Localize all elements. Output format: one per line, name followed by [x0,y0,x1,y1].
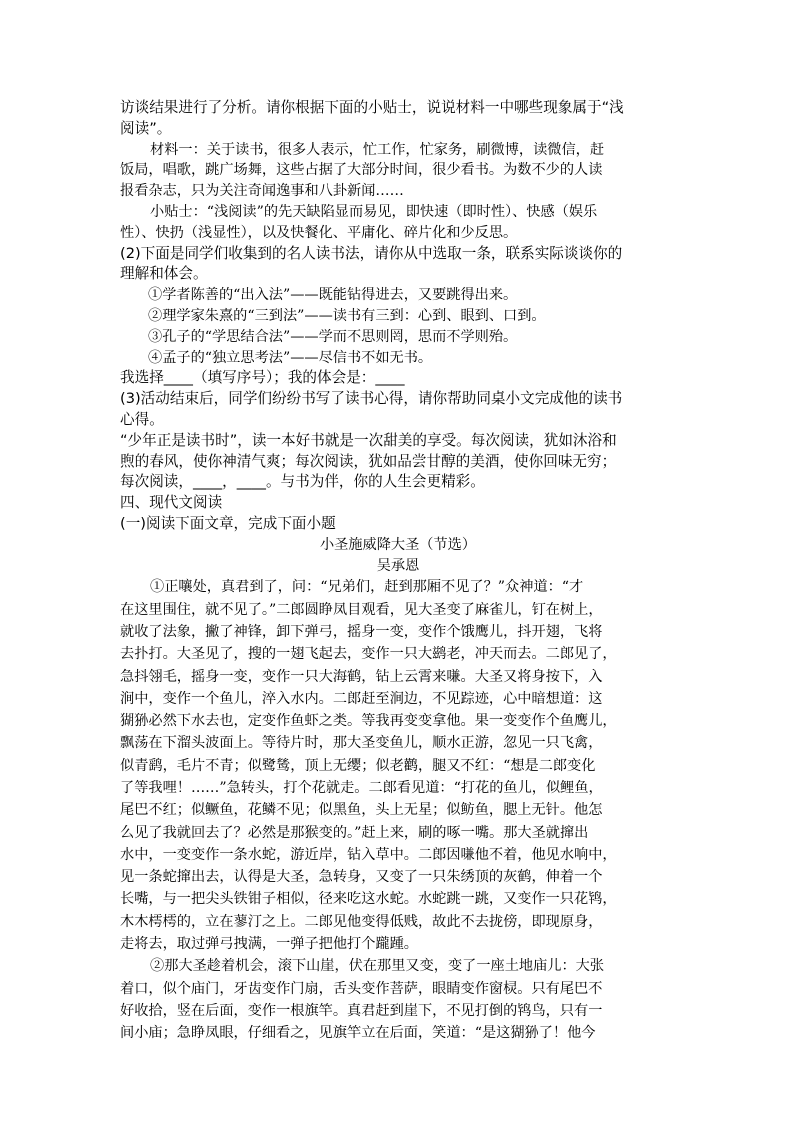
article-line: 水中，一变变作一条水蛇，游近岸，钻入草中。二郎因嗛他不着，他见水响中， [120,846,617,863]
article-line: 在这里围住，就不见了。”二郎圆睁凤目观看，见大圣变了麻雀儿，钉在树上， [120,601,603,618]
article-line: 着口，似个庙门，牙齿变作门扇，舌头变作菩萨，眼睛变作窗棂。只有尾巴不 [120,980,603,997]
tips-cont: 性）、快扔（浅显性），以及快餐化、平庸化、碎片化和少反思。 [120,224,518,241]
text-line: 阅读”。 [120,119,172,137]
article-line: 么见了我就回去了？必然是那猴变的。”赶上来，刷的啄一嘴。那大圣就撺出 [120,824,589,841]
article-line: ②那大圣趁着机会，滚下山崖，伏在那里又变，变了一座土地庙儿：大张 [150,958,605,975]
article-line: 了等我哩！……”急转头，打个花就走。二郎看见道：“打花的鱼儿，似鲤鱼， [120,780,603,796]
article-line: 见一条蛇撺出去，认得是大圣，急转身，又变了一只朱绣顶的灰鹤，伸着一个 [120,869,603,886]
material-one-cont: 报看杂志，只为关注奇闻逸事和八卦新闻…… [120,183,404,200]
tips: 小贴士：“浅阅读”的先天缺陷显而易见，即快速（即时性）、快感（娱乐 [150,203,598,220]
document-page [120,98,676,1045]
article-line: ①正嚷处，真君到了，问：“兄弟们，赶到那厢不见了？”众神道：“才 [150,579,584,596]
article-line: 涧中，变作一个鱼儿，淬入水内。二郎赶至涧边，不见踪迹，心中暗想道：这 [120,690,603,707]
article-line: 间小庙；急睁凤眼，仔细看之，见旗竿立在后面，笑道：“是这猢狲了！他今 [120,1025,596,1042]
article-line: 急抖翎毛，摇身一变，变作一只大海鹤，钻上云霄来嗛。大圣又将身按下，入 [120,668,603,685]
section-heading: 四、现代文阅读 [120,494,223,512]
article-line: 就收了法象，撇了神锋，卸下弹弓，摇身一变，变作个饿鹰儿，抖开翅，飞将 [120,623,603,640]
article-line: 飘荡在下溜头波面上。等待片时，那大圣变鱼儿，顺水正游，忽见一只飞禽， [120,735,603,752]
reading-note: 煦的春风，使你神清气爽；每次阅读，犹如品尝甘醇的美酒，使你回味无穷； [120,452,617,470]
method-item: ①学者陈善的“出入法”——既能钻得进去，又要跳得出来。 [148,287,518,304]
article-line: 好收拾，竖在后面，变作一根旗竿。真君赶到崖下，不见打倒的鸨鸟，只有一 [120,1002,603,1019]
answer-blank-line: 我选择____（填写序号）；我的体会是：____ [120,369,405,387]
method-item: ④孟子的“独立思考法”——尽信书不如无书。 [148,349,433,366]
material-one: 材料一：关于读书，很多人表示，忙工作，忙家务，刷微博，读微信，赶 [150,141,605,158]
text-line: 访谈结果进行了分析。请你根据下面的小贴士，说说材料一中哪些现象属于“浅 [120,99,624,116]
method-item: ③孔子的“学思结合法”——学而不思则罔，思而不学则殆。 [148,328,518,345]
article-line: 走将去，取过弹弓拽满，一弹子把他打个躘踵。 [120,936,418,953]
article-line: 去扑打。大圣见了，搜的一翅飞起去，变作一只大鹚老，冲天而去。二郎见了， [120,646,617,663]
reading-note: 每次阅读，____，____。与书为伴，你的人生会更精彩。 [120,473,485,491]
article-author: 吴承恩 [376,557,420,574]
article-line: 长嘴，与一把尖头铁钳子相似，径来吃这水蛇。水蛇跳一跳，又变作一只花鸨， [120,891,617,908]
subsection-heading: (一)阅读下面文章，完成下面小题 [120,514,336,532]
reading-note: “少年正是读书时”，读一本好书就是一次甜美的享受。每次阅读，犹如沐浴和 [120,431,617,449]
article-line: 木木樗樗的，立在蓼汀之上。二郎见他变得低贱，故此不去拢傍，即现原身， [120,913,603,930]
method-item: ②理学家朱熹的“三到法”——读书有三到：心到、眼到、口到。 [148,307,546,324]
material-one-cont: 饭局，唱歌，跳广场舞，这些占据了大部分时间，很少看书。为数不少的人读 [120,162,603,179]
question-2-cont: 理解和体会。 [120,265,208,283]
article-body [120,576,676,1044]
article-line: 尾巴不红；似鳜鱼，花鳞不见；似黑鱼，头上无星；似鲂鱼，腮上无针。他怎 [120,802,603,819]
question-2: (2)下面是同学们收集到的名人读书法，请你从中选取一条，联系实际谈谈你的 [120,244,623,262]
question-3: (3)活动结束后，同学们纷纷书写了读书心得，请你帮助同桌小文完成他的读书 [120,390,623,408]
article-title: 小圣施威降大圣（节选） [319,536,477,553]
article-line: 似青鹞，毛片不青；似鹭鸶，顶上无缨；似老鹳，腿又不红：“想是二郎变化 [120,757,596,774]
question-3-cont: 心得。 [120,410,164,428]
article-line: 猢狲必然下水去也，定变作鱼虾之类。等我再变变拿他。果一变变作个鱼鹰儿， [120,713,617,730]
